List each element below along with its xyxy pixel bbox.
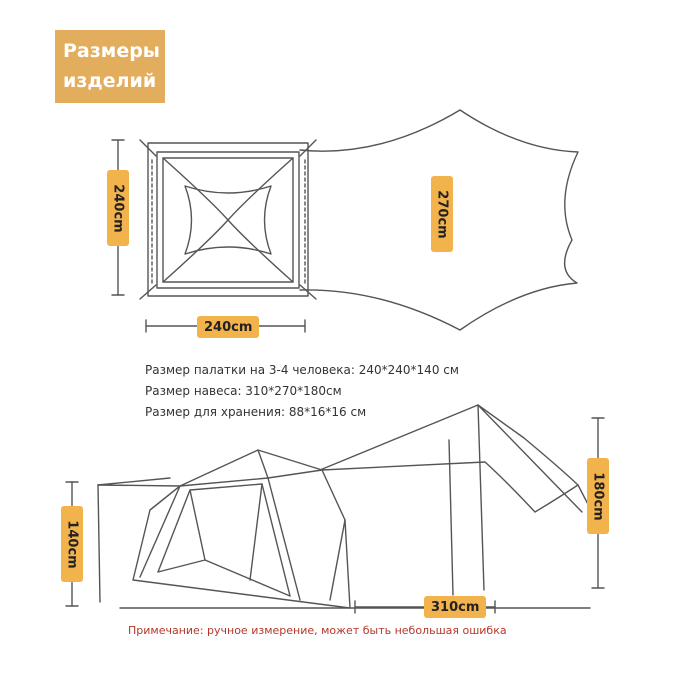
dim-tag-canopy-width: 270cm <box>431 176 453 252</box>
dim-tag-top-width: 240cm <box>197 316 259 338</box>
specs-list <box>145 360 459 423</box>
dim-tag-tent-height: 140cm <box>61 506 83 582</box>
spec-storage-size: Размер для хранения: 88*16*16 см <box>145 405 367 419</box>
dim-tag-top-depth: 240cm <box>107 170 129 246</box>
dim-tag-canopy-length: 310cm <box>424 596 486 618</box>
side-view-tent <box>98 450 350 608</box>
spec-tent-size: Размер палатки на 3-4 человека: 240*240*140 см <box>145 363 459 377</box>
title-line-1: Размеры <box>63 40 160 62</box>
title-line-2: изделий <box>63 70 157 92</box>
side-view-canopy <box>320 405 592 595</box>
dim-tag-canopy-height: 180cm <box>587 458 609 534</box>
spec-canopy-size: Размер навеса: 310*270*180см <box>145 384 342 398</box>
top-view-tent <box>140 140 316 299</box>
measurement-note: Примечание: ручное измерение, может быть небольшая ошибка <box>128 624 507 637</box>
